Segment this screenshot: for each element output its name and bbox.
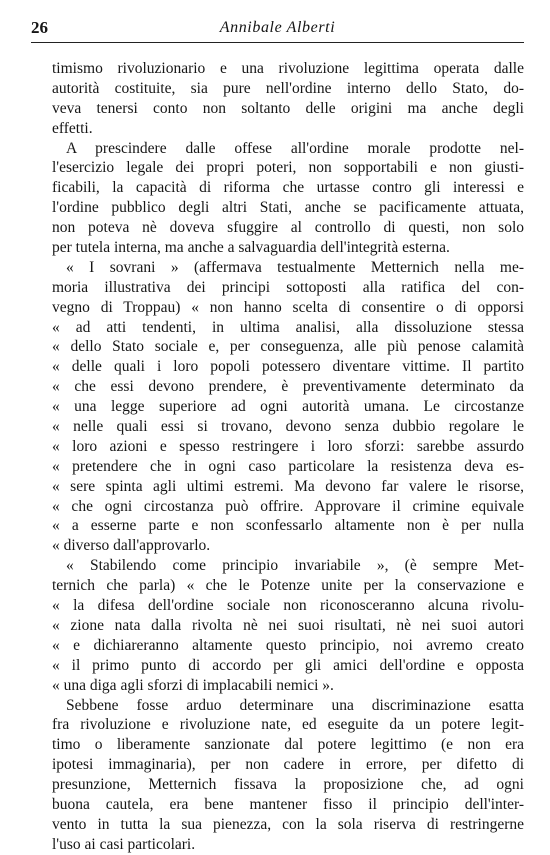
text-line: Sebbene fosse arduo determinare una discriminazione esatta: [66, 696, 524, 714]
text-line: « la difesa dell'ordine sociale non riconosceranno alcuna rivolu-: [52, 597, 524, 615]
text-line: « una legge superiore ad ogni autorità umana. Le circostanze: [52, 398, 524, 416]
text-line: « una diga agli sforzi di implacabili nemici ».: [52, 676, 334, 694]
text-line: « pretendere che in ogni caso particolare la resistenza deva es-: [52, 457, 524, 475]
header-rule: [31, 42, 524, 43]
text-line: l'ordine pubblico degli altri Stati, anche se pacificamente attuata,: [52, 199, 524, 217]
text-line: timismo rivoluzionario e una rivoluzione legittima operata dalle: [52, 60, 524, 77]
text-line: ipotesi immaginaria), per non cadere in errore, per difetto di: [52, 756, 524, 774]
page-header: [31, 16, 524, 42]
text-line: l'esercizio legale dei propri poteri, non sopportabili e non giusti-: [52, 159, 524, 177]
text-line: vegno di Troppau) « non hanno scelta di consentire o di opporsi: [52, 298, 524, 316]
text-line: per tutela interna, ma anche a salvaguardia dell'integrità esterna.: [52, 239, 450, 257]
text-line: « zione nata dalla rivolta nè nei suoi risultati, nè nei suoi autori: [52, 616, 524, 634]
text-line: ternich che parla) « che le Potenze unite per la conservazione e: [52, 577, 524, 595]
text-line: fra rivoluzione e rivoluzione nate, ed eseguite da un potere legit-: [52, 716, 524, 734]
text-line: « nelle quali essi si trovano, devono senza dubbio regolare le: [52, 418, 524, 436]
text-line: « loro azioni e spesso restringere i loro sforzi: sarebbe assurdo: [52, 437, 524, 455]
text-line: « che essi devono prendere, è preventivamente determinato da: [52, 378, 524, 396]
text-line: « sere spinta agli ultimi estremi. Ma devono far valere le risorse,: [52, 477, 524, 495]
text-line: « I sovrani » (affermava testualmente Metternich nella me-: [66, 258, 524, 276]
text-line: « delle quali i loro popoli potessero diventare vittime. Il partito: [52, 358, 524, 376]
text-line: « dello Stato sociale e, per conseguenza, alle più penose calamità: [52, 338, 524, 356]
text-line: « Stabilendo come principio invariabile », (è sempre Met-: [66, 557, 524, 575]
text-line: presunzione, Metternich fissava la proposizione che, ad ogni: [52, 776, 524, 794]
text-line: veva tenersi conto non soltanto delle origini ma anche degli: [52, 99, 524, 117]
text-line: effetti.: [52, 119, 93, 137]
text-line: timo o liberamente sanzionate dal potere legittimo (e non era: [52, 736, 524, 754]
text-line: « a esserne parte e non sconfessarlo altamente non è per nulla: [52, 517, 524, 535]
text-line: « ad atti tendenti, in ultima analisi, alla dissoluzione stessa: [52, 318, 524, 336]
text-line: « e dichiareranno altamente questo principio, noi avremo creato: [52, 636, 524, 654]
running-title: Annibale Alberti: [219, 19, 336, 36]
text-line: « il primo punto di accordo per gli amici dell'ordine e opposta: [52, 656, 524, 674]
text-line: l'uso ai casi particolari.: [52, 835, 196, 853]
body-text: [52, 59, 524, 855]
text-line: non poteva nè doveva sfuggire al controllo di questi, non solo: [52, 219, 524, 237]
text-line: buona cautela, era bene mantener fisso il principio dell'inter-: [52, 795, 524, 813]
text-line: vento in tutta la sua pienezza, con la sola riserva di restringerne: [52, 815, 524, 833]
text-line: « che ogni circostanza può offrire. Approvare il crimine equivale: [52, 497, 524, 515]
text-line: « diverso dall'approvarlo.: [52, 537, 211, 555]
text-line: ficabili, la capacità di riforma che urtasse contro gli interessi e: [52, 179, 524, 197]
text-line: A prescindere dalle offese all'ordine morale prodotte nel-: [66, 139, 524, 157]
text-line: autorità costituite, sia pure nell'ordine interno dello Stato, do-: [52, 79, 524, 97]
page-number: 26: [31, 18, 48, 37]
text-line: moria illustrativa dei principi sottoposti alla ratifica del con-: [52, 278, 524, 296]
